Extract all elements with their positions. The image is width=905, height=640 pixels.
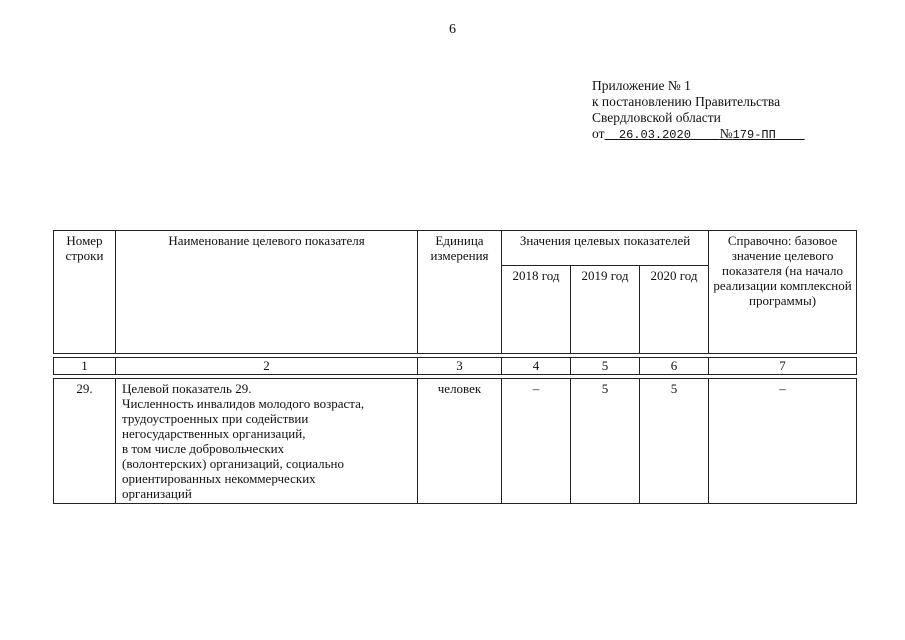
table-row xyxy=(54,379,857,504)
from-label: от xyxy=(592,126,605,141)
indicator-name xyxy=(116,379,418,504)
column-number: 5 xyxy=(571,358,640,375)
column-number: 7 xyxy=(709,358,857,375)
indicator-name-line: Целевой показатель 29. xyxy=(122,381,252,396)
header-row-1 xyxy=(54,231,857,266)
appendix-decree: к постановлению Правительства xyxy=(592,94,781,109)
header-indicator-name: Наименование целевого показателя xyxy=(116,231,418,354)
header-row-number: Номер строки xyxy=(54,231,116,354)
header-year-2020: 2020 год xyxy=(640,266,709,354)
appendix-header xyxy=(592,78,805,143)
decree-number xyxy=(733,128,805,142)
reference-value: – xyxy=(709,379,857,504)
page-number: 6 xyxy=(449,22,456,37)
value-2018: – xyxy=(502,379,571,504)
decree-date xyxy=(604,128,719,142)
column-number: 4 xyxy=(502,358,571,375)
header-values-group: Значения целевых показателей xyxy=(502,231,709,266)
decree-date-value: 26.03.2020 xyxy=(618,128,691,142)
indicator-name-line: негосударственных организаций, xyxy=(122,426,306,441)
header-unit: Единица измерения xyxy=(418,231,502,354)
value-2019: 5 xyxy=(571,379,640,504)
header-year-2019: 2019 год xyxy=(571,266,640,354)
indicator-name-line: организаций xyxy=(122,486,192,501)
row-number: 29. xyxy=(54,379,116,504)
column-number: 1 xyxy=(54,358,116,375)
appendix-title: Приложение № 1 xyxy=(592,78,691,93)
appendix-date-number xyxy=(592,126,805,143)
indicator-name-line: Численность инвалидов молодого возраста, xyxy=(122,396,365,411)
column-numbers-row xyxy=(54,358,857,375)
unit-value: человек xyxy=(418,379,502,504)
value-2020: 5 xyxy=(640,379,709,504)
column-number: 2 xyxy=(116,358,418,375)
number-label: № xyxy=(719,126,733,141)
indicator-name-line: трудоустроенных при содействии xyxy=(122,411,309,426)
header-reference: Справочно: базовое значение целевого показателя (на начало реализации комплексной программы) xyxy=(709,231,857,354)
column-number: 3 xyxy=(418,358,502,375)
indicators-table xyxy=(53,230,857,504)
decree-number-value: 179-ПП xyxy=(732,128,776,142)
indicator-name-line: ориентированных некоммерческих xyxy=(122,471,316,486)
column-number: 6 xyxy=(640,358,709,375)
appendix-region: Свердловской области xyxy=(592,110,721,125)
indicator-name-line: (волонтерских) организаций, социально xyxy=(122,456,344,471)
header-year-2018: 2018 год xyxy=(502,266,571,354)
indicator-name-line: в том числе добровольческих xyxy=(122,441,285,456)
